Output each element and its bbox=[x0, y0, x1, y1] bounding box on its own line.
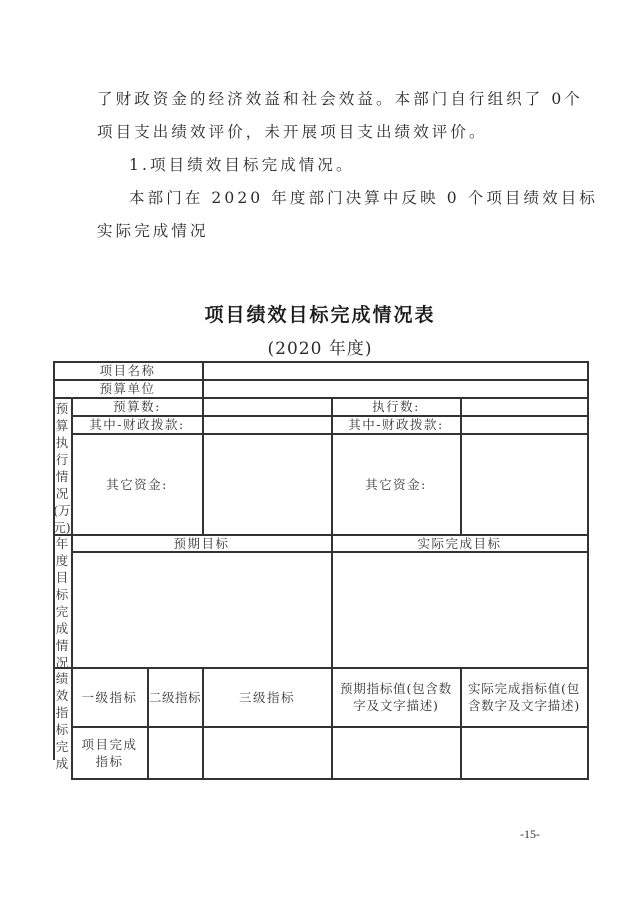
budget-execution-section-label bbox=[53, 400, 71, 536]
actual-goal-value[interactable] bbox=[332, 552, 587, 667]
level1-indicator-header: 一级指标 bbox=[81, 689, 138, 705]
vertical-char: 标 bbox=[55, 587, 69, 602]
other-funds-value-execution[interactable] bbox=[461, 434, 587, 534]
other-funds-label-budget: 其它资金: bbox=[106, 476, 168, 492]
vertical-char: 成 bbox=[55, 756, 69, 771]
body-text-line-4: 本部门在 2020 年度部门决算中反映 0 个项目绩效目标 bbox=[129, 189, 598, 207]
indicator-actual-value-cell[interactable] bbox=[461, 727, 587, 778]
execution-amount-value[interactable] bbox=[461, 398, 587, 415]
level2-indicator-header: 二级指标 bbox=[148, 689, 201, 705]
actual-goal-header: 实际完成目标 bbox=[417, 535, 502, 551]
budget-amount-label: 预算数: bbox=[113, 399, 161, 414]
page-number: -15- bbox=[520, 827, 540, 841]
vertical-char: 指 bbox=[55, 705, 69, 720]
annual-goal-section-label bbox=[53, 535, 71, 671]
execution-amount-label: 执行数: bbox=[372, 399, 420, 414]
vertical-char: 完 bbox=[55, 739, 69, 754]
indicator-level3-cell[interactable] bbox=[203, 727, 331, 778]
table-title: 项目绩效目标完成情况表 bbox=[204, 304, 436, 326]
vertical-char: 元) bbox=[53, 520, 71, 535]
table-subtitle: (2020 年度) bbox=[267, 339, 373, 359]
table-border-bottom bbox=[71, 778, 589, 780]
expected-goal-value[interactable] bbox=[72, 552, 331, 667]
fiscal-allocation-value-budget[interactable] bbox=[203, 416, 331, 433]
vertical-char: 目 bbox=[55, 570, 69, 585]
level3-indicator-header: 三级指标 bbox=[238, 689, 295, 705]
vertical-char: 预 bbox=[55, 401, 69, 416]
vertical-char: 绩 bbox=[55, 671, 69, 686]
fiscal-allocation-label-execution: 其中-财政拨款: bbox=[348, 417, 444, 432]
vertical-char: 算 bbox=[55, 418, 69, 433]
body-text-line-1: 了财政资金的经济效益和社会效益。本部门自行组织了 0个 bbox=[97, 90, 583, 108]
vertical-char: 标 bbox=[55, 722, 69, 737]
budget-amount-value[interactable] bbox=[203, 398, 331, 415]
indicator-expected-value-cell[interactable] bbox=[332, 727, 460, 778]
budget-unit-value[interactable] bbox=[203, 380, 587, 397]
table-border-right bbox=[587, 361, 589, 780]
other-funds-value-budget[interactable] bbox=[203, 434, 331, 534]
vertical-char: 完 bbox=[55, 604, 69, 619]
body-text-line-2: 项目支出绩效评价，未开展项目支出绩效评价。 bbox=[97, 123, 488, 141]
expected-goal-header: 预期目标 bbox=[173, 535, 230, 551]
actual-indicator-value-header: 实际完成指标值(包含数字及文字描述) bbox=[467, 681, 581, 713]
indicator-level1-cell: 项目完成指标 bbox=[81, 736, 138, 769]
vertical-char: 况 bbox=[55, 655, 69, 670]
vertical-char: 年 bbox=[55, 536, 69, 551]
section-heading: 1.项目绩效目标完成情况。 bbox=[129, 156, 355, 174]
other-funds-label-execution: 其它资金: bbox=[365, 476, 427, 492]
vertical-char: 情 bbox=[55, 638, 69, 653]
indicator-level2-cell[interactable] bbox=[148, 727, 202, 778]
indicator-section-label bbox=[53, 670, 71, 772]
vertical-char: 成 bbox=[55, 621, 69, 636]
vertical-char: 执 bbox=[55, 435, 69, 450]
expected-indicator-value-header: 预期指标值(包含数字及文字描述) bbox=[339, 681, 453, 713]
fiscal-allocation-value-execution[interactable] bbox=[461, 416, 587, 433]
vertical-char: 度 bbox=[55, 553, 69, 568]
vertical-char: 行 bbox=[55, 452, 69, 467]
vertical-char: 情 bbox=[55, 469, 69, 484]
project-name-value[interactable] bbox=[203, 362, 587, 379]
fiscal-allocation-label-budget: 其中-财政拨款: bbox=[89, 417, 185, 432]
budget-unit-label: 预算单位 bbox=[99, 381, 156, 396]
project-name-label: 项目名称 bbox=[99, 363, 156, 378]
vertical-char: 效 bbox=[55, 688, 69, 703]
vertical-char: 况 bbox=[55, 486, 69, 501]
vertical-char: (万 bbox=[53, 503, 71, 518]
body-text-line-5: 实际完成情况 bbox=[97, 222, 209, 240]
